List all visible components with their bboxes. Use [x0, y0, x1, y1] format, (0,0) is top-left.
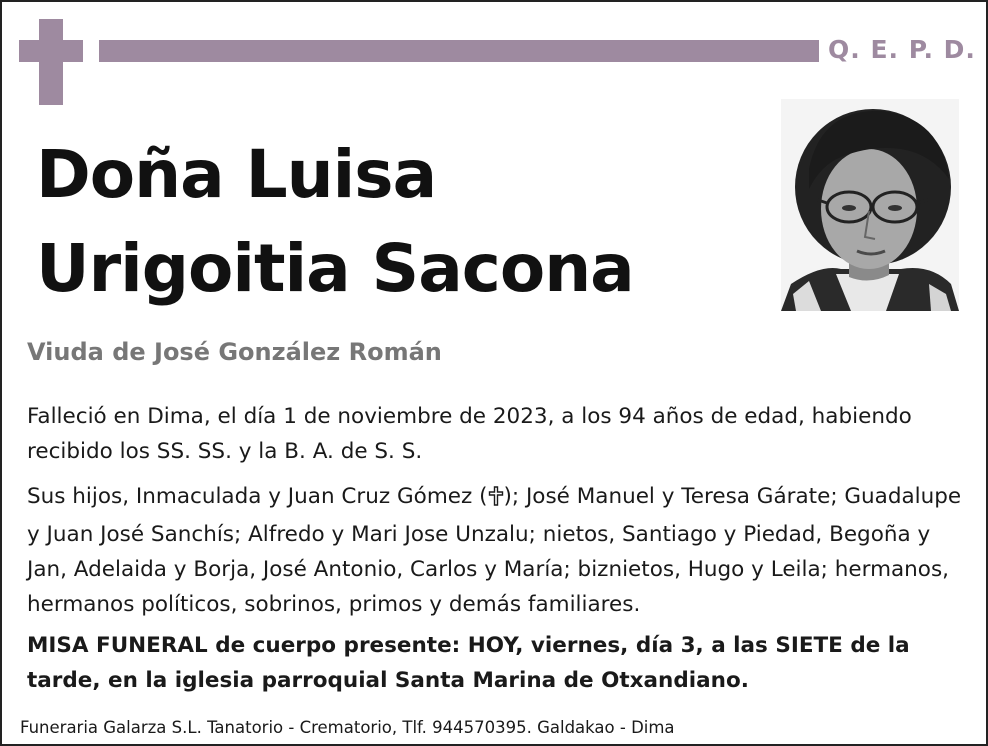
deceased-name-line1: Doña Luisa: [36, 136, 437, 213]
deceased-name-line2: Urigoitia Sacona: [36, 230, 634, 307]
family-list-text: [27, 479, 972, 622]
cross-icon-bar: [19, 40, 83, 62]
qepd-label: Q. E. P. D.: [828, 35, 976, 64]
family-text-end: ); José Manuel y Teresa Gárate; Guadalupe y Juan José Sanchís; Alfredo y Mari Jose Unzalu; nietos, Santiago y Piedad, Begoña y Jan, Adelaida y Borja, José Antonio, Carlos y María; biznietos, Hugo y Leila; hermanos, hermanos políticos, sobrinos, primos y demás familiares.: [27, 484, 962, 617]
funeral-mass-text: MISA FUNERAL de cuerpo presente: HOY, viernes, día 3, a las SIETE de la tarde, en la iglesia parroquial Santa Marina de Otxandiano.: [27, 633, 910, 693]
widow-of-line: Viuda de José González Román: [27, 338, 442, 366]
latin-cross-icon: [488, 482, 504, 517]
funeral-home-footer: Funeraria Galarza S.L. Tanatorio - Crematorio, Tlf. 944570395. Galdakao - Dima: [20, 718, 675, 737]
header-rule: [99, 40, 819, 62]
cross-icon: [39, 19, 63, 105]
death-notice-text: Falleció en Dima, el día 1 de noviembre de 2023, a los 94 años de edad, habiendo recibido los SS. SS. y la B. A. de S. S.: [27, 404, 912, 464]
family-text-start: Sus hijos, Inmaculada y Juan Cruz Gómez (: [27, 484, 488, 509]
portrait-photo: [781, 99, 959, 311]
